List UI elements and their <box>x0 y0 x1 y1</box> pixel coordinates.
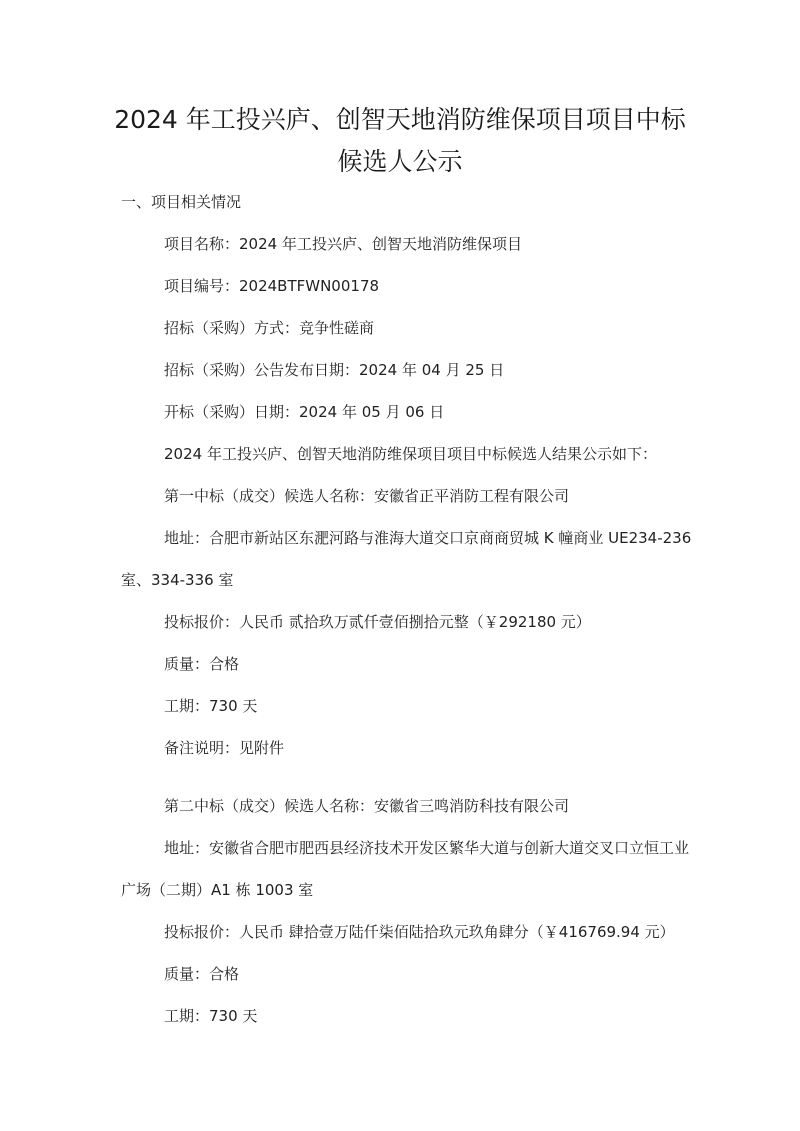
second-candidate-address-continued: 广场（二期）A1 栋 1003 室 <box>121 881 314 899</box>
first-candidate-bid-price: 投标报价：人民币 贰拾玖万贰仟壹佰捌拾元整（￥292180 元） <box>164 613 591 631</box>
project-number: 项目编号：2024BTFWN00178 <box>164 277 380 295</box>
document-title-line-2: 候选人公示 <box>337 147 463 176</box>
first-candidate-address-continued: 室、334-336 室 <box>121 571 234 589</box>
second-candidate-address: 地址：安徽省合肥市肥西县经济技术开发区繁华大道与创新大道交叉口立恒工业 <box>164 839 690 857</box>
procurement-method: 招标（采购）方式：竞争性磋商 <box>164 319 375 337</box>
results-intro: 2024 年工投兴庐、创智天地消防维保项目项目中标候选人结果公示如下： <box>164 445 657 463</box>
second-candidate-name: 第二中标（成交）候选人名称：安徽省三鸣消防科技有限公司 <box>164 797 570 815</box>
announcement-date: 招标（采购）公告发布日期：2024 年 04 月 25 日 <box>164 361 505 379</box>
section-heading-project-info: 一、项目相关情况 <box>121 193 242 211</box>
first-candidate-name: 第一中标（成交）候选人名称：安徽省正平消防工程有限公司 <box>164 487 570 505</box>
first-candidate-address: 地址：合肥市新站区东淝河路与淮海大道交口京商商贸城 K 幢商业 UE234-236 <box>164 529 692 547</box>
project-name: 项目名称：2024 年工投兴庐、创智天地消防维保项目 <box>164 235 522 253</box>
second-candidate-duration: 工期：730 天 <box>164 1007 258 1025</box>
second-candidate-bid-price: 投标报价：人民币 肆拾壹万陆仟柒佰陆拾玖元玖角肆分（￥416769.94 元） <box>164 923 675 941</box>
opening-date: 开标（采购）日期：2024 年 05 月 06 日 <box>164 403 445 421</box>
first-candidate-duration: 工期：730 天 <box>164 697 258 715</box>
document-title-line-1: 2024 年工投兴庐、创智天地消防维保项目项目中标 <box>114 105 686 134</box>
first-candidate-quality: 质量：合格 <box>164 655 240 673</box>
second-candidate-quality: 质量：合格 <box>164 965 240 983</box>
first-candidate-remarks: 备注说明：见附件 <box>164 739 285 757</box>
